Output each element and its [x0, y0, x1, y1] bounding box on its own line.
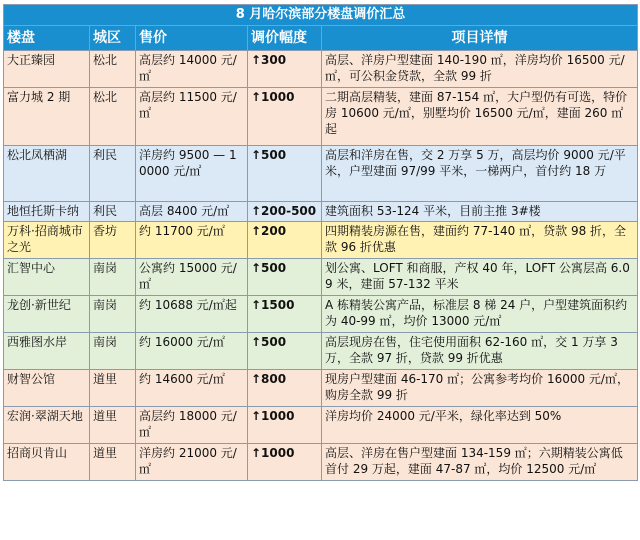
cell-price: 公寓约 15000 元/㎡: [136, 259, 248, 296]
header-district: 城区: [90, 26, 136, 51]
table-row: [4, 222, 638, 259]
cell-price-change: ↑500: [248, 146, 322, 202]
cell-price-change: ↑1000: [248, 88, 322, 146]
cell-price: 约 10688 元/㎡起: [136, 296, 248, 333]
cell-project-name: 大正臻园: [4, 51, 90, 88]
table-row: [4, 370, 638, 407]
cell-price: 约 11700 元/㎡: [136, 222, 248, 259]
cell-price-change: ↑300: [248, 51, 322, 88]
cell-detail: 建筑面积 53-124 平米，目前主推 3#楼: [322, 202, 638, 222]
cell-price-change: ↑500: [248, 259, 322, 296]
cell-district: 松北: [90, 51, 136, 88]
cell-district: 南岗: [90, 333, 136, 370]
cell-project-name: 汇智中心: [4, 259, 90, 296]
cell-price: 高层 8400 元/㎡: [136, 202, 248, 222]
cell-district: 香坊: [90, 222, 136, 259]
cell-district: 南岗: [90, 296, 136, 333]
cell-price-change: ↑200-500: [248, 202, 322, 222]
cell-price-change: ↑1500: [248, 296, 322, 333]
header-detail: 项目详情: [322, 26, 638, 51]
cell-price-change: ↑1000: [248, 444, 322, 481]
cell-price: 洋房约 21000 元/㎡: [136, 444, 248, 481]
cell-project-name: 地恒托斯卡纳: [4, 202, 90, 222]
cell-district: 道里: [90, 444, 136, 481]
header-price: 售价: [136, 26, 248, 51]
cell-detail: 高层、洋房户型建面 140-190 ㎡，洋房均价 16500 元/㎡，可公积金贷款，全款 99 折: [322, 51, 638, 88]
cell-district: 松北: [90, 88, 136, 146]
table-row: [4, 296, 638, 333]
cell-detail: 现房户型建面 46-170 ㎡；公寓参考均价 16000 元/㎡，购房全款 99 折: [322, 370, 638, 407]
header-change: 调价幅度: [248, 26, 322, 51]
cell-detail: 四期精装房源在售，建面约 77-140 ㎡，贷款 98 折，全款 96 折优惠: [322, 222, 638, 259]
cell-price: 高层约 14000 元/㎡: [136, 51, 248, 88]
cell-price-change: ↑1000: [248, 407, 322, 444]
cell-project-name: 松北凤栖湖: [4, 146, 90, 202]
cell-detail: 二期高层精装，建面 87-154 ㎡，大户型仍有可选，特价房 10600 元/㎡，别墅均价 16500 元/㎡，建面 260 ㎡起: [322, 88, 638, 146]
cell-district: 道里: [90, 407, 136, 444]
cell-price-change: ↑800: [248, 370, 322, 407]
cell-detail: 洋房均价 24000 元/平米，绿化率达到 50%: [322, 407, 638, 444]
cell-detail: 划公寓、LOFT 和商服，产权 40 年，LOFT 公寓层高 6.09 米，建面 57-132 平米: [322, 259, 638, 296]
cell-project-name: 万科·招商城市之光: [4, 222, 90, 259]
cell-price: 高层约 18000 元/㎡: [136, 407, 248, 444]
cell-project-name: 宏润·翠湖天地: [4, 407, 90, 444]
cell-district: 利民: [90, 146, 136, 202]
cell-price-change: ↑500: [248, 333, 322, 370]
header-project: 楼盘: [4, 26, 90, 51]
cell-project-name: 招商贝肯山: [4, 444, 90, 481]
cell-project-name: 财智公馆: [4, 370, 90, 407]
table-row: [4, 444, 638, 481]
table-row: [4, 202, 638, 222]
cell-detail: 高层、洋房在售户型建面 134-159 ㎡；六期精装公寓低首付 29 万起，建面 47-87 ㎡，均价 12500 元/㎡: [322, 444, 638, 481]
table-row: [4, 51, 638, 88]
cell-district: 利民: [90, 202, 136, 222]
cell-price: 约 14600 元/㎡: [136, 370, 248, 407]
cell-district: 道里: [90, 370, 136, 407]
cell-project-name: 富力城 2 期: [4, 88, 90, 146]
price-table: [3, 4, 638, 481]
cell-detail: 高层现房在售，住宅使用面积 62-160 ㎡，交 1 万享 3 万，全款 97 折，贷款 99 折优惠: [322, 333, 638, 370]
cell-price: 洋房约 9500 — 10000 元/㎡: [136, 146, 248, 202]
table-title: 8 月哈尔滨部分楼盘调价汇总: [4, 5, 638, 26]
header-row: [4, 26, 638, 51]
cell-price-change: ↑200: [248, 222, 322, 259]
cell-district: 南岗: [90, 259, 136, 296]
table-row: [4, 407, 638, 444]
cell-project-name: 龙创·新世纪: [4, 296, 90, 333]
cell-project-name: 西雅图水岸: [4, 333, 90, 370]
table-row: [4, 88, 638, 146]
table-row: [4, 259, 638, 296]
table-row: [4, 146, 638, 202]
cell-detail: 高层和洋房在售，交 2 万享 5 万，高层均价 9000 元/平米，户型建面 97/99 平米，一梯两户，首付约 18 万: [322, 146, 638, 202]
cell-detail: A 栋精装公寓产品，标准层 8 梯 24 户，户型建筑面积约为 40-99 ㎡，均价 13000 元/㎡: [322, 296, 638, 333]
table-row: [4, 333, 638, 370]
cell-price: 约 16000 元/㎡: [136, 333, 248, 370]
cell-price: 高层约 11500 元/㎡: [136, 88, 248, 146]
